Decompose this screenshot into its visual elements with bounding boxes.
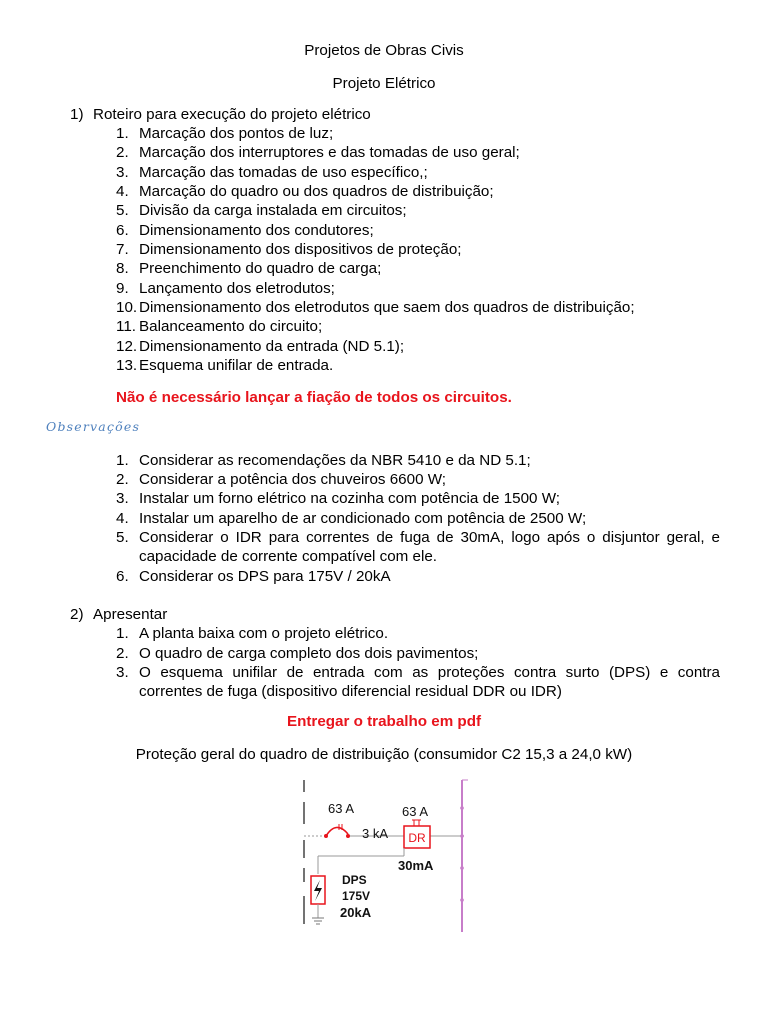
breaker-capacity: 3 kA [362,826,389,841]
list-item-number: 8. [116,260,129,277]
list-item-continuation: correntes de fuga (dispositivo diferencial residual DDR ou IDR) [139,683,562,700]
list-item-continuation: capacidade de corrente compatível com ele. [139,548,438,565]
busbar-node [460,866,464,870]
list-item-number: 1. [116,125,129,142]
dps-label: DPS [342,873,367,887]
list-item: Marcação dos pontos de luz; [139,125,334,142]
list-item: Preenchimento do quadro de carga; [139,260,382,277]
list-item-number: 1. [116,452,129,469]
list-item-number: 6. [116,568,129,585]
section1-note: Não é necessário lançar a fiação de todos os circuitos. [116,389,512,406]
list-item-number: 11. [116,318,136,335]
diagram-caption: Proteção geral do quadro de distribuição (consumidor C2 15,3 a 24,0 kW) [135,746,633,763]
single-line-diagram [296,776,482,936]
list-item: A planta baixa com o projeto elétrico. [139,625,389,642]
list-item-number: 7. [116,241,129,258]
list-item: Dimensionamento dos dispositivos de proteção; [139,241,462,258]
busbar-node [460,806,464,810]
list-item-number: 2. [116,645,129,662]
list-item: Considerar a potência dos chuveiros 6600 W; [139,471,447,488]
section1-title: Roteiro para execução do projeto elétrico [93,106,371,123]
section2-number: 2) [70,606,84,623]
list-item: Divisão da carga instalada em circuitos; [139,202,407,219]
list-item-number: 3. [116,664,129,681]
observations-heading: Observações [46,419,141,434]
list-item: Lançamento dos eletrodutos; [139,280,335,297]
dr-current: 63 A [402,804,429,819]
list-item: Esquema unifilar de entrada. [139,357,334,374]
list-item-number: 1. [116,625,129,642]
list-item: Marcação do quadro ou dos quadros de distribuição; [139,183,494,200]
list-item: Balanceamento do circuito; [139,318,323,335]
list-item: Dimensionamento dos condutores; [139,222,374,239]
list-item: Considerar os DPS para 175V / 20kA [139,568,391,585]
busbar-node [460,898,464,902]
list-item-number: 12. [116,338,138,355]
list-item-number: 5. [116,202,129,219]
list-item: Instalar um aparelho de ar condicionado com potência de 2500 W; [139,510,587,527]
list-item-number: 3. [116,164,129,181]
list-item: Marcação dos interruptores e das tomadas de uso geral; [139,144,520,161]
list-item: O quadro de carga completo dos dois pavimentos; [139,645,479,662]
dps-current: 20kA [340,905,372,920]
list-item-number: 3. [116,490,129,507]
list-item: Dimensionamento dos eletrodutos que saem dos quadros de distribuição; [139,299,635,316]
breaker-icon [326,827,348,836]
section2-note: Entregar o trabalho em pdf [286,713,482,730]
list-item-number: 13. [116,357,138,374]
list-item: Instalar um forno elétrico na cozinha com potência de 1500 W; [139,490,560,507]
list-item-number: 9. [116,280,129,297]
list-item: Dimensionamento da entrada (ND 5.1); [139,338,405,355]
list-item: Considerar as recomendações da NBR 5410 e da ND 5.1; [139,452,531,469]
list-item-number: 4. [116,183,129,200]
list-item: Considerar o IDR para correntes de fuga de 30mA, logo após o disjuntor geral, e [139,529,720,546]
list-item-number: 5. [116,529,129,546]
list-item-number: 4. [116,510,129,527]
document-subtitle: Projeto Elétrico [332,75,436,92]
busbar-node [460,834,464,838]
list-item: Marcação das tomadas de uso específico,; [139,164,428,181]
dps-voltage: 175V [342,889,371,903]
breaker-current: 63 A [328,801,355,816]
dr-sensitivity: 30mA [398,858,434,873]
list-item-number: 2. [116,144,129,161]
list-item-number: 2. [116,471,129,488]
breaker-contact [346,834,350,838]
list-item-number: 6. [116,222,129,239]
section2-title: Apresentar [93,606,168,623]
section1-number: 1) [70,106,84,123]
breaker-contact [324,834,328,838]
document-title: Projetos de Obras Civis [304,42,464,59]
list-item-number: 10. [116,299,138,316]
list-item: O esquema unifilar de entrada com as proteções contra surto (DPS) e contra [139,664,720,681]
dr-label: DR [408,831,426,845]
